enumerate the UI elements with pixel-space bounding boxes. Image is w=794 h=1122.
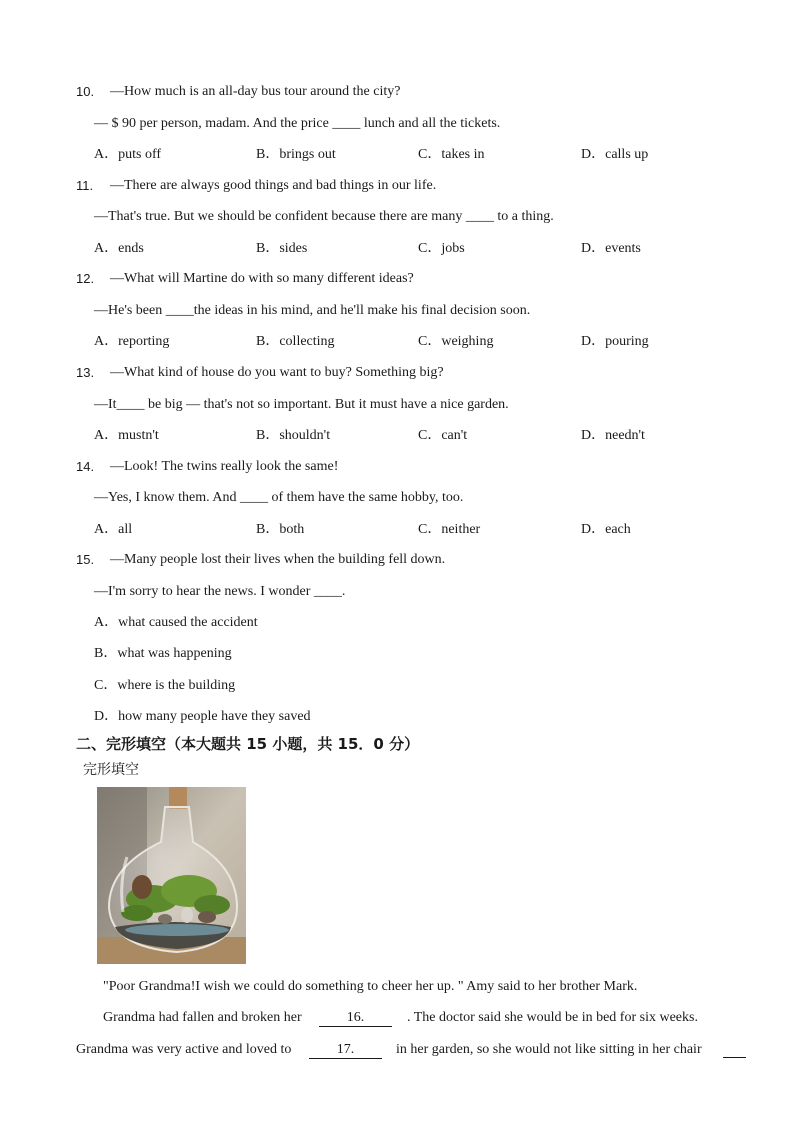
option-d[interactable]: D．calls up	[581, 147, 649, 162]
question-stem: —How much is an all-day bus tour around the city?	[110, 84, 401, 99]
blank-16-label: 16.	[319, 1010, 392, 1027]
terrarium-photo	[97, 787, 246, 964]
option-d[interactable]: D．each	[581, 522, 631, 537]
question-reply: —It____ be big — that's not so important. But it must have a nice garden.	[94, 397, 509, 412]
question-stem: —What will Martine do with so many different ideas?	[110, 271, 414, 286]
option-c[interactable]: C．jobs	[418, 241, 465, 256]
question-stem: —Many people lost their lives when the building fell down.	[110, 552, 446, 567]
option-a[interactable]: A．all	[94, 522, 133, 537]
option-b[interactable]: B．shouldn't	[256, 428, 331, 443]
option-a[interactable]: A．reporting	[94, 334, 170, 349]
option-c[interactable]: C．can't	[418, 428, 468, 443]
blank-17-label: 17.	[309, 1042, 382, 1059]
question-reply: —That's true. But we should be confident because there are many ____ to a thing.	[94, 209, 554, 224]
question-reply: —Yes, I know them. And ____ of them have the same hobby, too.	[94, 490, 464, 505]
option-b[interactable]: B．both	[256, 522, 305, 537]
question-number: 15.	[76, 552, 95, 567]
question-stem: —Look! The twins really look the same!	[110, 459, 339, 474]
option-c[interactable]: C．weighing	[418, 334, 494, 349]
blank-17[interactable]	[309, 1041, 382, 1059]
option-c[interactable]: C．takes in	[418, 147, 485, 162]
section-subtitle: 完形填空	[83, 762, 139, 778]
option-a[interactable]: A．ends	[94, 241, 144, 256]
option-d[interactable]: D．needn't	[581, 428, 645, 443]
question-stem: —There are always good things and bad things in our life.	[110, 178, 437, 193]
question-number: 12.	[76, 271, 95, 286]
passage-line-2-start: Grandma had fallen and broken her	[103, 1010, 302, 1025]
option-a[interactable]: A．mustn't	[94, 428, 159, 443]
question-number: 13.	[76, 365, 95, 380]
option-b[interactable]: B．collecting	[256, 334, 335, 349]
option-b[interactable]: B．what was happening	[94, 646, 232, 661]
question-reply: —He's been ____the ideas in his mind, and he'll make his final decision soon.	[94, 303, 531, 318]
passage-line-1: "Poor Grandma!I wish we could do something to cheer her up. " Amy said to her brother Mark.	[103, 979, 638, 994]
passage-line-2-end: . The doctor said she would be in bed for six weeks.	[407, 1010, 698, 1025]
option-a[interactable]: A．puts off	[94, 147, 162, 162]
option-d[interactable]: D．events	[581, 241, 641, 256]
option-c[interactable]: C．where is the building	[94, 678, 236, 693]
option-a[interactable]: A．what caused the accident	[94, 615, 258, 630]
blank-16[interactable]	[319, 1009, 392, 1027]
option-d[interactable]: D．pouring	[581, 334, 649, 349]
blank-18-partial[interactable]	[723, 1057, 746, 1058]
question-number: 11.	[76, 178, 94, 193]
option-d[interactable]: D．how many people have they saved	[94, 709, 311, 724]
option-b[interactable]: B．sides	[256, 241, 308, 256]
question-stem: —What kind of house do you want to buy? Something big?	[110, 365, 444, 380]
passage-line-3-end: in her garden, so she would not like sitting in her chair	[396, 1042, 702, 1057]
section-heading: 二、完形填空（本大题共 15 小题，共 15．0 分）	[76, 735, 420, 753]
passage-line-3-start: Grandma was very active and loved to	[76, 1042, 292, 1057]
question-number: 14.	[76, 459, 95, 474]
question-number: 10.	[76, 84, 95, 99]
option-c[interactable]: C．neither	[418, 522, 481, 537]
question-reply: — $ 90 per person, madam. And the price ____ lunch and all the tickets.	[94, 116, 501, 131]
question-reply: —I'm sorry to hear the news. I wonder ____.	[94, 584, 346, 599]
option-b[interactable]: B．brings out	[256, 147, 336, 162]
